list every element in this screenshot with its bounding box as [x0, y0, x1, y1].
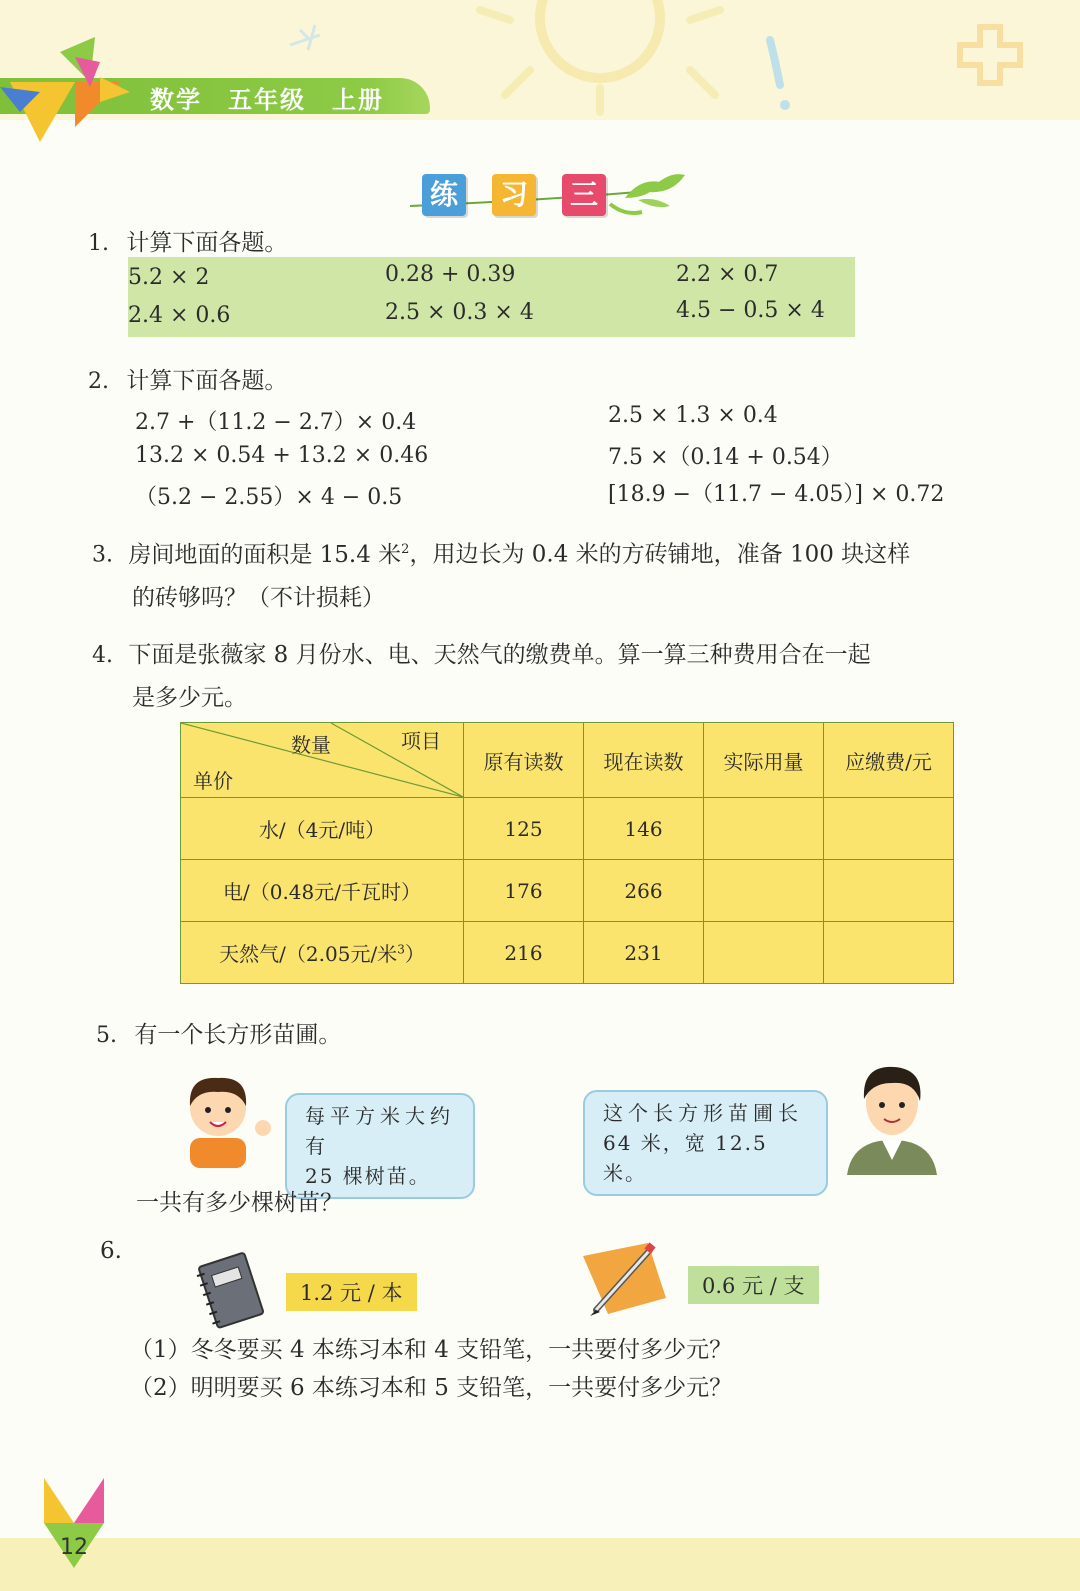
q1-expr-1-1: 5.2 × 2 [128, 265, 210, 290]
question-text: 有一个长方形苗圃。 [134, 1022, 342, 1048]
row-label-text: 天然气/（2.05元/米 [219, 942, 398, 966]
q1-expr-1-2: 0.28 + 0.39 [385, 262, 516, 287]
utility-bill-table [180, 722, 954, 984]
bubble-right-line1: 这个长方形苗圃长 [603, 1101, 803, 1125]
man-illustration-icon [842, 1055, 942, 1175]
question-4 [92, 634, 992, 720]
cell-payment-blank [824, 798, 954, 860]
cell-original: 125 [464, 798, 584, 860]
header-title: 数学 五年级 上册 [150, 86, 384, 114]
cubed-superscript: 3 [397, 942, 405, 957]
question-1 [88, 228, 287, 259]
tangram-logo-icon [0, 32, 140, 152]
corner-unit-label: 单价 [193, 769, 233, 793]
question-5-ask: 一共有多少棵树苗？ [136, 1190, 343, 1216]
row-label-water [181, 798, 464, 860]
question-6-sub1: （1）冬冬要买 4 本练习本和 4 支铅笔，一共要付多少元？ [130, 1337, 733, 1363]
question-number: 4. [92, 643, 113, 668]
notebook-icon [195, 1248, 270, 1333]
cell-usage-blank [704, 798, 824, 860]
corner-quantity-label: 数量 [291, 733, 331, 757]
q2-expr-left-1: 2.7 +（11.2 − 2.7）× 0.4 [135, 410, 417, 435]
title-char-2: 习 [492, 174, 536, 216]
pencil-icon [578, 1238, 673, 1318]
question-text: 计算下面各题。 [126, 230, 288, 256]
bubble-left-line1: 每平方米大约有 [305, 1104, 455, 1158]
question-3-line1-a: 房间地面的面积是 15.4 米 [128, 541, 402, 568]
cell-original: 216 [464, 922, 584, 984]
question-text: 计算下面各题。 [126, 368, 288, 394]
notebook-price-tag: 1.2 元 / 本 [286, 1273, 417, 1311]
row-label-gas [181, 922, 464, 984]
question-number: 5. [96, 1023, 117, 1048]
header-payment-due: 应缴费/元 [824, 723, 954, 798]
header-current-reading: 现在读数 [584, 723, 704, 798]
question-3 [92, 528, 992, 620]
corner-item-label: 项目 [401, 729, 441, 753]
question-number: 3. [92, 542, 113, 568]
pencil-price-tag: 0.6 元 / 支 [688, 1266, 819, 1304]
q1-expr-2-1: 2.4 × 0.6 [128, 303, 231, 328]
page-number: 12 [60, 1535, 88, 1560]
bubble-left-line2: 25 棵树苗。 [305, 1164, 431, 1188]
question-6-sub2: （2）明明要买 6 本练习本和 5 支铅笔，一共要付多少元？ [130, 1375, 733, 1401]
title-char-1: 练 [422, 174, 466, 216]
table-row [181, 798, 954, 860]
q2-expr-left-2: 13.2 × 0.54 + 13.2 × 0.46 [135, 443, 429, 468]
question-number: 1. [88, 231, 109, 256]
bubble-right-line2: 64 米，宽 12.5 米。 [603, 1131, 768, 1185]
table-corner-cell [181, 723, 464, 798]
boy-illustration-icon [168, 1068, 278, 1168]
question-4-line2: 是多少元。 [132, 685, 247, 711]
cell-original: 176 [464, 860, 584, 922]
cell-usage-blank [704, 922, 824, 984]
speech-bubble-left [285, 1093, 475, 1199]
section-title [410, 170, 700, 230]
row-label-text: 电/（0.48元/千瓦时） [222, 880, 421, 904]
cell-current: 266 [584, 860, 704, 922]
bottom-band [0, 1538, 1080, 1591]
q1-expr-2-2: 2.5 × 0.3 × 4 [385, 300, 534, 325]
squared-superscript: 2 [401, 542, 410, 557]
row-label-end: ） [404, 942, 425, 966]
header-actual-usage: 实际用量 [704, 723, 824, 798]
cell-current: 146 [584, 798, 704, 860]
q2-expr-right-1: 2.5 × 1.3 × 0.4 [608, 403, 778, 428]
question-2 [88, 366, 287, 397]
question-3-line2: 的砖够吗？（不计损耗） [132, 584, 385, 611]
q2-expr-left-3: （5.2 − 2.55）× 4 − 0.5 [135, 485, 403, 510]
question-6-number: 6. [100, 1238, 122, 1264]
q2-expr-right-2: 7.5 ×（0.14 + 0.54） [608, 445, 843, 470]
q1-expr-2-3: 4.5 − 0.5 × 4 [676, 298, 825, 323]
question-4-line1: 下面是张薇家 8 月份水、电、天然气的缴费单。算一算三种费用合在一起 [128, 642, 871, 668]
question-3-line1-b: ，用边长为 0.4 米的方砖铺地，准备 100 块这样 [409, 541, 911, 568]
cell-current: 231 [584, 922, 704, 984]
header-original-reading: 原有读数 [464, 723, 584, 798]
cell-payment-blank [824, 922, 954, 984]
table-row [181, 922, 954, 984]
speech-bubble-right [583, 1090, 828, 1196]
table-row [181, 860, 954, 922]
cell-payment-blank [824, 860, 954, 922]
q2-expr-right-3: [18.9 −（11.7 − 4.05）] × 0.72 [608, 482, 945, 507]
row-label-electricity [181, 860, 464, 922]
question-5 [96, 1020, 341, 1051]
question-number: 2. [88, 369, 109, 394]
row-label-text: 水/（4元/吨） [258, 818, 386, 842]
cell-usage-blank [704, 860, 824, 922]
q1-expr-1-3: 2.2 × 0.7 [676, 262, 779, 287]
title-char-3: 三 [562, 174, 606, 216]
table-header-row [181, 723, 954, 798]
